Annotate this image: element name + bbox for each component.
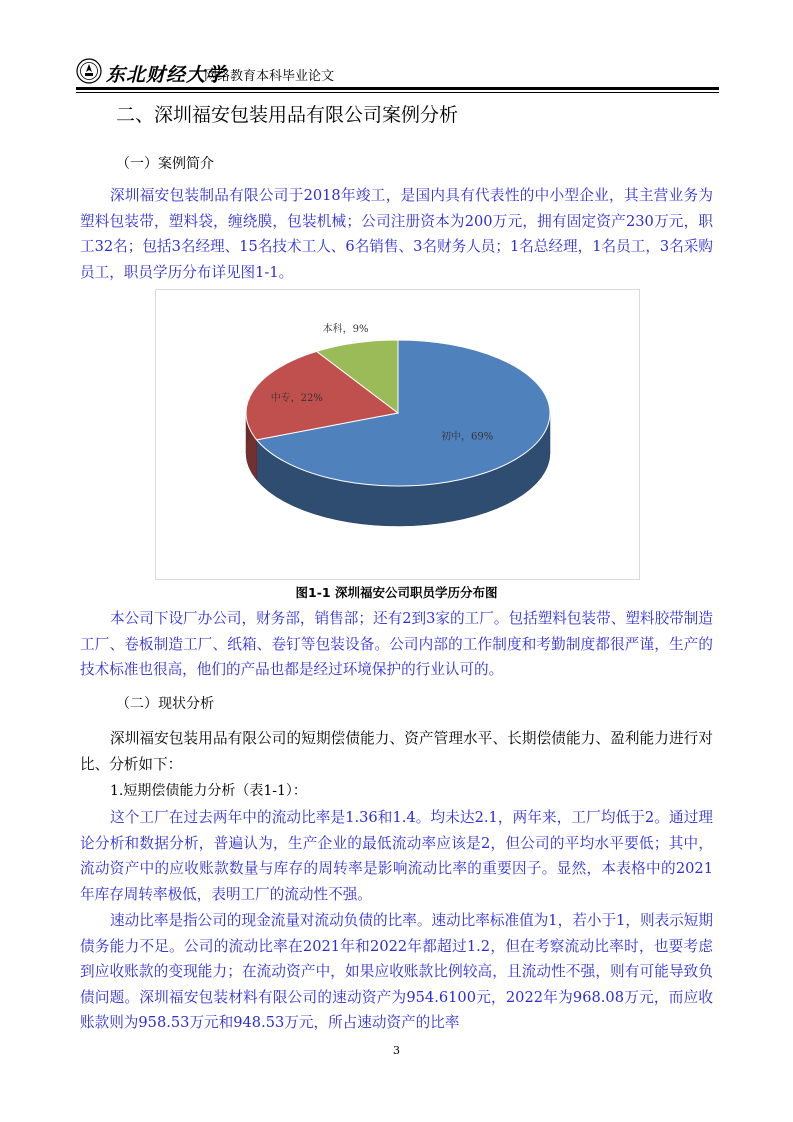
- current-ratio-paragraph: 这个工厂在过去两年中的流动比率是1.36和1.4。均未达2.1，两年来，工厂均低于2。通过理论分析和数据分析，普遍认为，生产企业的最低流动率应该是2，但公司的平均水平要低；其中，流动资产中的应收账款数量与库存的周转率是影响流动比率的重要因子。显然，本表格中的2021年库存周转率极低，表明工厂的流动性不强。: [80, 809, 713, 903]
- pie-label-本科: 本科，9%: [322, 324, 369, 335]
- case-intro-heading: （一）案例简介: [116, 156, 214, 172]
- header-subtitle: 网络教育本科毕业论文: [204, 69, 335, 84]
- company-structure-paragraph: 本公司下设厂办公司，财务部，销售部；还有2到3家的工厂。包括塑料包装带、塑料胶带制造工厂、卷板制造工厂、纸箱、卷钉等包装设备。公司内部的工作制度和考勤制度都很严谨，生产的技术标准也很高，他们的产品也都是经过环境保护的行业认可的。: [80, 610, 713, 679]
- case-intro-paragraph: 深圳福安包装制品有限公司于2018年竣工，是国内具有代表性的中小型企业，其主营业务为塑料包装带，塑料袋，缠绕膜，包装机械；公司注册资本为200万元，拥有固定资产230万元，职工32名；包括3名经理、15名技术工人、6名销售、3名财务人员；1名总经理，1名员工，3名采购员工，职员学历分布详见图1-1。: [80, 187, 713, 281]
- figure-caption: 图1-1 深圳福安公司职员学历分布图: [295, 585, 498, 600]
- section-title: 二、深圳福安包装用品有限公司案例分析: [116, 104, 459, 126]
- university-seal-icon: [76, 58, 102, 84]
- status-analysis-heading: （二）现状分析: [116, 696, 214, 712]
- quick-ratio-paragraph: 速动比率是指公司的现金流量对流动负债的比率。速动比率标准值为1，若小于1，则表示短期债务能力不足。公司的流动比率在2021年和2022年都超过1.2，但在考察流动比率时，也要考虑到应收账款的变现能力；在流动资产中，如果应收账款比例较高，且流动性不强，则有可能导致负债问题。深圳福安包装材料有限公司的速动资产为954.6100元，2022年为968.08万元，而应收账款则为958.53万元和948.53万元，所占速动资产的比率: [80, 912, 713, 1032]
- school-name: 东北财经大学: [106, 64, 227, 86]
- education-pie-chart: [156, 290, 639, 579]
- pie-label-初中: 初中，69%: [441, 431, 494, 443]
- page-number: 3: [393, 1044, 400, 1057]
- header-rule-thick: [76, 87, 719, 90]
- pie-label-中专: 中专，22%: [270, 393, 323, 405]
- short-term-solvency-heading: 1.短期偿债能力分析（表1-1）：: [110, 783, 307, 799]
- header-rule-thin: [76, 92, 719, 93]
- status-analysis-intro: 深圳福安包装用品有限公司的短期偿债能力、资产管理水平、长期偿债能力、盈利能力进行对比、分析如下：: [80, 730, 713, 773]
- page-header: [76, 56, 719, 90]
- pie-chart-frame: [155, 289, 640, 580]
